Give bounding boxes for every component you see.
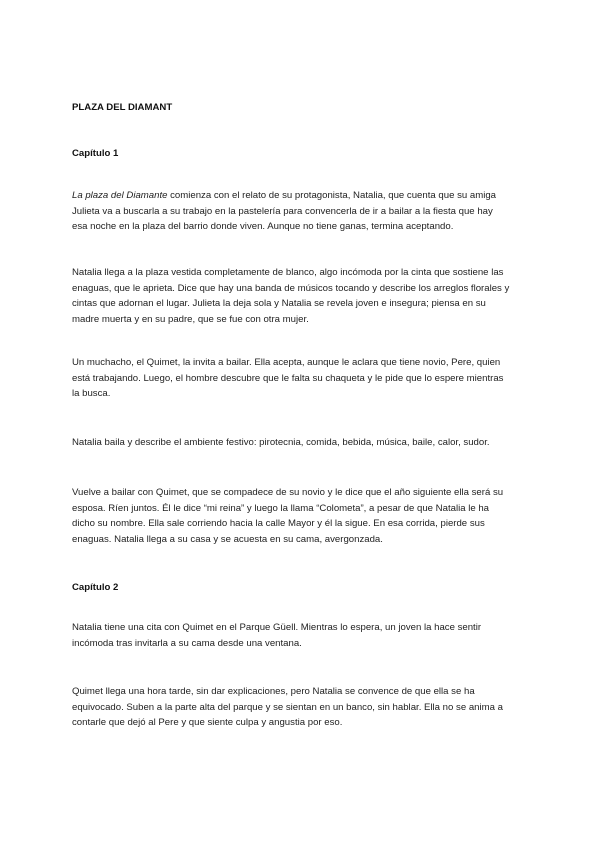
text-line: la busca. [72, 388, 111, 399]
text-line: comienza con el relato de su protagonista, Natalia, que cuenta que su amiga [167, 190, 496, 201]
chapter-1-heading: Capítulo 1 [72, 148, 119, 159]
text-line: Vuelve a bailar con Quimet, que se compadece de su novio y le dice que el año siguiente ella será su [72, 487, 504, 498]
text-line: Natalia llega a la plaza vestida completamente de blanco, algo incómoda por la cinta que sostiene las [72, 267, 504, 278]
text-line: contarle que dejó al Pere y que siente culpa y angustia por eso. [72, 717, 343, 728]
text-line: Quimet llega una hora tarde, sin dar explicaciones, pero Natalia se convence de que ella se ha [72, 686, 475, 697]
text-line: incómoda tras invitarla a su cama desde una ventana. [72, 637, 302, 649]
text-line: esposa. Ríen juntos. Él le dice “mi reina” y luego la llama “Colometa”, a pesar de que Natalia le ha [72, 502, 490, 514]
text-line: Un muchacho, el Quimet, la invita a bailar. Ella acepta, aunque le aclara que tiene novio, Pere, quien [72, 357, 501, 368]
text-line: enaguas. Natalia llega a su casa y se acuesta en su cama, avergonzada. [72, 533, 383, 545]
text-line: Julieta va a buscarla a su trabajo en la pastelería para convencerla de ir a bailar a la fiesta que hay [72, 205, 493, 217]
document-title: PLAZA DEL DIAMANT [72, 102, 173, 113]
text-line: equivocado. Suben a la parte alta del parque y se sientan en un banco, sin hablar. Ella no se anima a [72, 701, 503, 713]
paragraph [72, 620, 542, 651]
paragraph [72, 355, 542, 402]
paragraph [72, 265, 542, 327]
paragraph [72, 684, 542, 731]
text-line: está trabajando. Luego, el hombre descubre que le falta su chaqueta y le pide que lo espere mientras [72, 372, 504, 384]
chapter-2-heading: Capítulo 2 [72, 582, 119, 593]
text-line: madre muerta y en su padre, que se fue con otra mujer. [72, 313, 309, 325]
text-line: Natalia baila y describe el ambiente festivo: pirotecnia, comida, bebida, música, baile, calor, sudor. [72, 437, 490, 448]
text-line: Natalia tiene una cita con Quimet en el Parque Güell. Mientras lo espera, un joven la hace sentir [72, 622, 482, 633]
book-title-italic: La plaza del Diamante [72, 190, 168, 201]
paragraph [72, 188, 542, 235]
paragraph [72, 485, 542, 547]
paragraph [72, 435, 542, 451]
text-line: dicho su nombre. Ella sale corriendo hacia la calle Mayor y él la sigue. En esa corrida, pierde sus [72, 518, 485, 529]
text-line: enaguas, que le aprieta. Dice que hay una banda de músicos tocando y describe los arreglos florales y [72, 282, 510, 294]
text-line: cintas que adornan el lugar. Julieta la deja sola y Natalia se revela joven e insegura; piensa en su [72, 298, 486, 309]
text-line: esa noche en la plaza del barrio donde viven. Aunque no tiene ganas, termina aceptando. [72, 221, 454, 232]
